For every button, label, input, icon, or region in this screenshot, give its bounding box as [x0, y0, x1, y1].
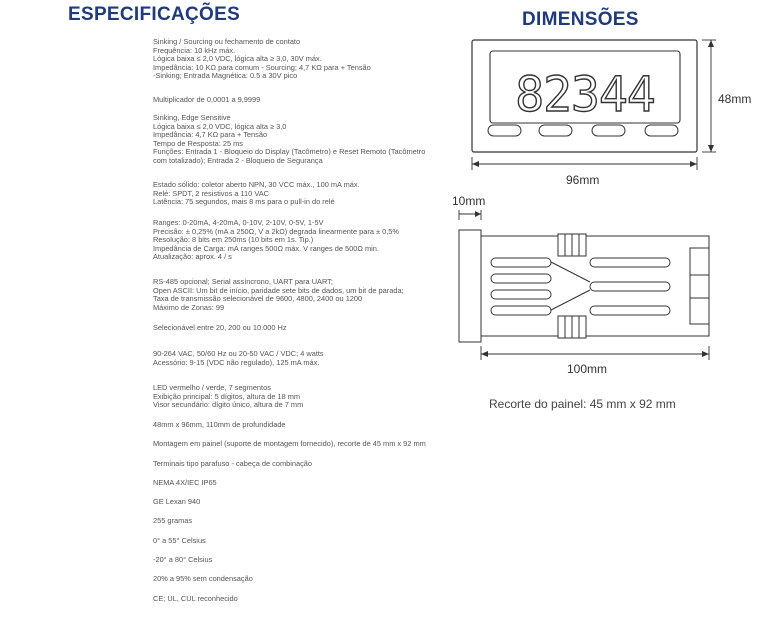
spec-value: Estado sólido: coletor aberto NPN, 30 VCC máx., 100 mA máx. Relé: SPDT, 2 resistivos a 110 VAC Latência: 75 segundos, mais 8 ms para o pull-in do relé: [153, 180, 360, 207]
spec-value: -20° a 80° Celsius: [153, 555, 213, 564]
front-button: [645, 125, 678, 136]
spec-value: Sinking / Sourcing ou fechamento de contato Frequência: 10 kHz máx. Lógica baixa ≤ 2,0 VDC, lógica alta ≥ 3,0, 30V máx. Impedância: 10 KΩ para comum - Sourcing; 4,7 KΩ para + Tensão -Sinking; Entrada Magnética: 0.5 a 30V pico: [153, 37, 371, 81]
side-view: [459, 230, 709, 342]
spec-value: GE Lexan 940: [153, 497, 201, 506]
spec-value: 0° a 55° Celsius: [153, 536, 206, 545]
spec-value: Multiplicador de 0,0001 a 9,9999: [153, 95, 261, 104]
width-label: 96mm: [566, 173, 600, 187]
spec-title: ESPECIFICAÇÕES: [68, 4, 241, 25]
width-dimension: [472, 157, 697, 170]
front-button: [592, 125, 625, 136]
spec-value: Montagem em painel (suporte de montagem fornecido), recorte de 45 mm x 92 mm: [153, 439, 426, 448]
spec-value: 20% a 95% sem condensação: [153, 574, 253, 583]
front-button: [488, 125, 521, 136]
front-button: [539, 125, 572, 136]
height-dimension: [702, 40, 716, 152]
depth-dimension: [481, 346, 709, 360]
front-view: [472, 40, 697, 152]
display-digits: 82344: [515, 67, 655, 123]
spec-value: Selecionável entre 20, 200 ou 10.000 Hz: [153, 323, 287, 332]
spec-value: NEMA 4X/IEC IP65: [153, 478, 217, 487]
spec-value: 48mm x 96mm, 110mm de profundidade: [153, 420, 286, 429]
dimension-drawing: [450, 30, 758, 395]
spec-value: RS-485 opcional; Serial assíncrono, UART para UART; Open ASCII: Um bit de início, paridade sete bits de dados, um bit de parada; Taxa de transmissão selecionável de 9600, 4800, 2400 ou 1200 Máximo de Zonas: 99: [153, 277, 404, 312]
spec-value: 90-264 VAC, 50/60 Hz ou 20-50 VAC / VDC; 4 watts Acessório: 9-15 (VDC não regulado), 125 mA máx.: [153, 349, 324, 367]
spec-value: Sinking, Edge Sensitive Lógica baixa ≤ 2,0 VDC, lógica alta ≥ 3,0 Impedância: 4,7 KΩ para + Tensão Tempo de Resposta: 25 ms Funções: Entrada 1 - Bloqueio do Display (Tacômetro) e Reset Remoto (Tacômetro com totalizado); Entrada 2 - Bloqueio de Segurança: [153, 113, 426, 165]
spec-value: CE; UL, CUL reconhecido: [153, 594, 238, 603]
spec-value: 255 gramas: [153, 516, 193, 525]
front-depth-dimension: [459, 210, 481, 220]
spec-value: Terminais tipo parafuso - cabeça de combinação: [153, 459, 312, 468]
dimensions-title: DIMENSÕES: [522, 9, 639, 30]
front-depth-label: 10mm: [452, 194, 486, 208]
spec-value: LED vermelho / verde, 7 segmentos Exibição principal: 5 dígitos, altura de 18 mm Visor secundário: dígito único, altura de 7 mm: [153, 383, 304, 410]
spec-value: Ranges: 0-20mA, 4-20mA, 0-10V, 2-10V, 0-5V, 1-5V Precisão: ± 0,25% (mA a 250Ω, V a 2kΩ) degrada linearmente para ± 0,5% Resolução: 8 bits em 250ms (10 bits em 1s. Tip.) Impedância de Carga: mA ranges 500Ω máx. V ranges de 500Ω min. Atualização: aprox. 4 / s: [153, 218, 399, 262]
depth-label: 100mm: [567, 362, 608, 376]
cutout-caption: Recorte do painel: 45 mm x 92 mm: [489, 397, 676, 411]
height-label: 48mm: [718, 92, 752, 106]
